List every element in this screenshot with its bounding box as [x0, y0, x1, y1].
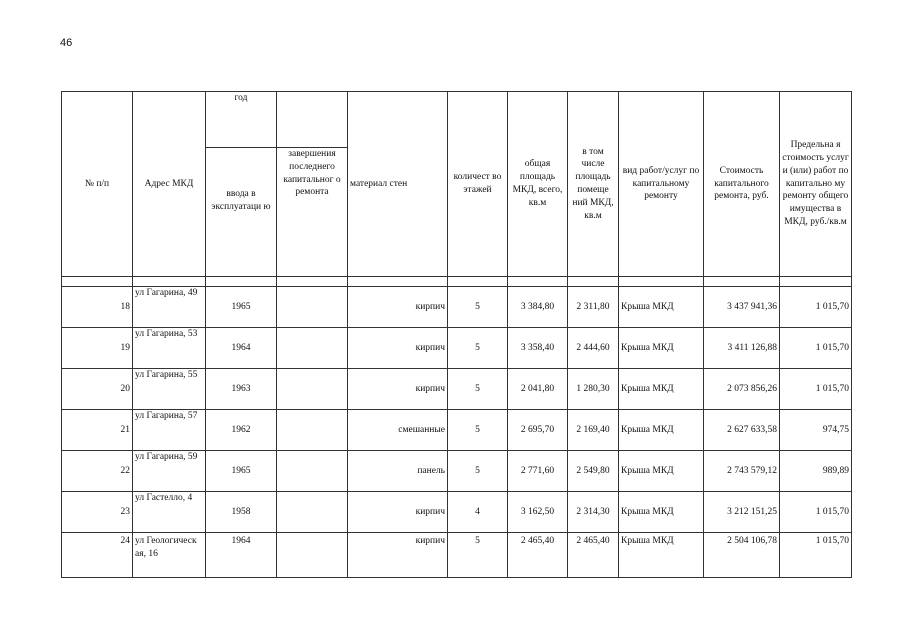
cell-year: 1965	[206, 451, 277, 492]
cell-year: 1958	[206, 492, 277, 533]
cell-last-repair	[277, 492, 348, 533]
cell-year: 1964	[206, 328, 277, 369]
cell-num: 18	[62, 287, 133, 328]
cell-address: ул Гагарина, 49	[133, 287, 206, 328]
cell-premises-area: 2 549,80	[568, 451, 619, 492]
header-work-type: вид работ/услуг по капитальному ремонту	[619, 92, 704, 277]
table-row	[62, 451, 852, 492]
cell-year: 1964	[206, 533, 277, 578]
header-premises-area: в том числе площадь помеще ний МКД, кв.м	[568, 92, 619, 277]
cell-year: 1963	[206, 369, 277, 410]
cell-premises-area: 2 314,30	[568, 492, 619, 533]
cell-last-repair	[277, 328, 348, 369]
table-row	[62, 492, 852, 533]
cell-address: ул Гастелло, 4	[133, 492, 206, 533]
cell-repair-cost: 3 411 126,88	[704, 328, 780, 369]
cell-repair-cost: 2 743 579,12	[704, 451, 780, 492]
header-total-area: общая площадь МКД, всего, кв.м	[508, 92, 568, 277]
cell-num: 22	[62, 451, 133, 492]
table-row	[62, 287, 852, 328]
cell-repair-cost: 3 212 151,25	[704, 492, 780, 533]
table-header	[62, 92, 852, 287]
cell-max-cost: 1 015,70	[780, 533, 852, 578]
cell-last-repair	[277, 533, 348, 578]
cell-repair-cost: 3 437 941,36	[704, 287, 780, 328]
cell-total-area: 3 384,80	[508, 287, 568, 328]
header-repair-cost: Стоимость капитального ремонта, руб.	[704, 92, 780, 277]
cell-floors: 5	[448, 451, 508, 492]
cell-repair-cost: 2 073 856,26	[704, 369, 780, 410]
cell-material: кирпич	[348, 369, 448, 410]
cell-floors: 5	[448, 533, 508, 578]
cell-max-cost: 989,89	[780, 451, 852, 492]
cell-total-area: 2 695,70	[508, 410, 568, 451]
cell-premises-area: 2 169,40	[568, 410, 619, 451]
header-year-group: год	[206, 92, 277, 148]
cell-address: ул Геологическ ая, 16	[133, 533, 206, 578]
cell-premises-area: 2 465,40	[568, 533, 619, 578]
cell-repair-cost: 2 504 106,78	[704, 533, 780, 578]
cell-num: 19	[62, 328, 133, 369]
cell-floors: 5	[448, 328, 508, 369]
cell-total-area: 2 465,40	[508, 533, 568, 578]
cell-material: кирпич	[348, 533, 448, 578]
cell-work-type: Крыша МКД	[619, 533, 704, 578]
header-year-last-repair: завершения последнего капитальног о ремонта	[277, 148, 348, 277]
cell-last-repair	[277, 287, 348, 328]
cell-material: кирпич	[348, 287, 448, 328]
cell-material: смешанные	[348, 410, 448, 451]
header-num: № п/п	[62, 92, 133, 277]
cell-max-cost: 1 015,70	[780, 328, 852, 369]
cell-total-area: 3 162,50	[508, 492, 568, 533]
cell-floors: 5	[448, 287, 508, 328]
repair-register-table	[61, 91, 852, 578]
cell-year: 1962	[206, 410, 277, 451]
cell-address: ул Гагарина, 53	[133, 328, 206, 369]
header-spacer-row	[62, 277, 852, 287]
cell-work-type: Крыша МКД	[619, 369, 704, 410]
cell-floors: 5	[448, 369, 508, 410]
header-year-commission: ввода в эксплуатаци ю	[206, 148, 277, 277]
cell-material: панель	[348, 451, 448, 492]
cell-num: 20	[62, 369, 133, 410]
header-address: Адрес МКД	[133, 92, 206, 277]
cell-work-type: Крыша МКД	[619, 287, 704, 328]
cell-premises-area: 1 280,30	[568, 369, 619, 410]
cell-work-type: Крыша МКД	[619, 328, 704, 369]
cell-work-type: Крыша МКД	[619, 492, 704, 533]
cell-address: ул Гагарина, 59	[133, 451, 206, 492]
cell-work-type: Крыша МКД	[619, 451, 704, 492]
header-year-blank	[277, 92, 348, 148]
table-row	[62, 410, 852, 451]
cell-last-repair	[277, 451, 348, 492]
table-row	[62, 328, 852, 369]
cell-last-repair	[277, 410, 348, 451]
table-row	[62, 533, 852, 578]
cell-num: 23	[62, 492, 133, 533]
cell-repair-cost: 2 627 633,58	[704, 410, 780, 451]
cell-last-repair	[277, 369, 348, 410]
cell-total-area: 3 358,40	[508, 328, 568, 369]
header-floors: количест во этажей	[448, 92, 508, 277]
table-body	[62, 287, 852, 578]
cell-max-cost: 1 015,70	[780, 287, 852, 328]
cell-year: 1965	[206, 287, 277, 328]
header-max-cost: Предельна я стоимость услуг и (или) работ по капитально му ремонту общего имущества в МКД, руб./кв.м	[780, 92, 852, 277]
cell-address: ул Гагарина, 55	[133, 369, 206, 410]
cell-floors: 4	[448, 492, 508, 533]
cell-work-type: Крыша МКД	[619, 410, 704, 451]
cell-material: кирпич	[348, 492, 448, 533]
cell-premises-area: 2 444,60	[568, 328, 619, 369]
cell-max-cost: 1 015,70	[780, 369, 852, 410]
cell-material: кирпич	[348, 328, 448, 369]
cell-max-cost: 1 015,70	[780, 492, 852, 533]
cell-num: 24	[62, 533, 133, 578]
cell-max-cost: 974,75	[780, 410, 852, 451]
cell-address: ул Гагарина, 57	[133, 410, 206, 451]
cell-num: 21	[62, 410, 133, 451]
cell-total-area: 2 771,60	[508, 451, 568, 492]
header-wall-material: материал стен	[348, 92, 448, 277]
cell-floors: 5	[448, 410, 508, 451]
page-number: 46	[60, 37, 73, 49]
cell-total-area: 2 041,80	[508, 369, 568, 410]
table-row	[62, 369, 852, 410]
cell-premises-area: 2 311,80	[568, 287, 619, 328]
